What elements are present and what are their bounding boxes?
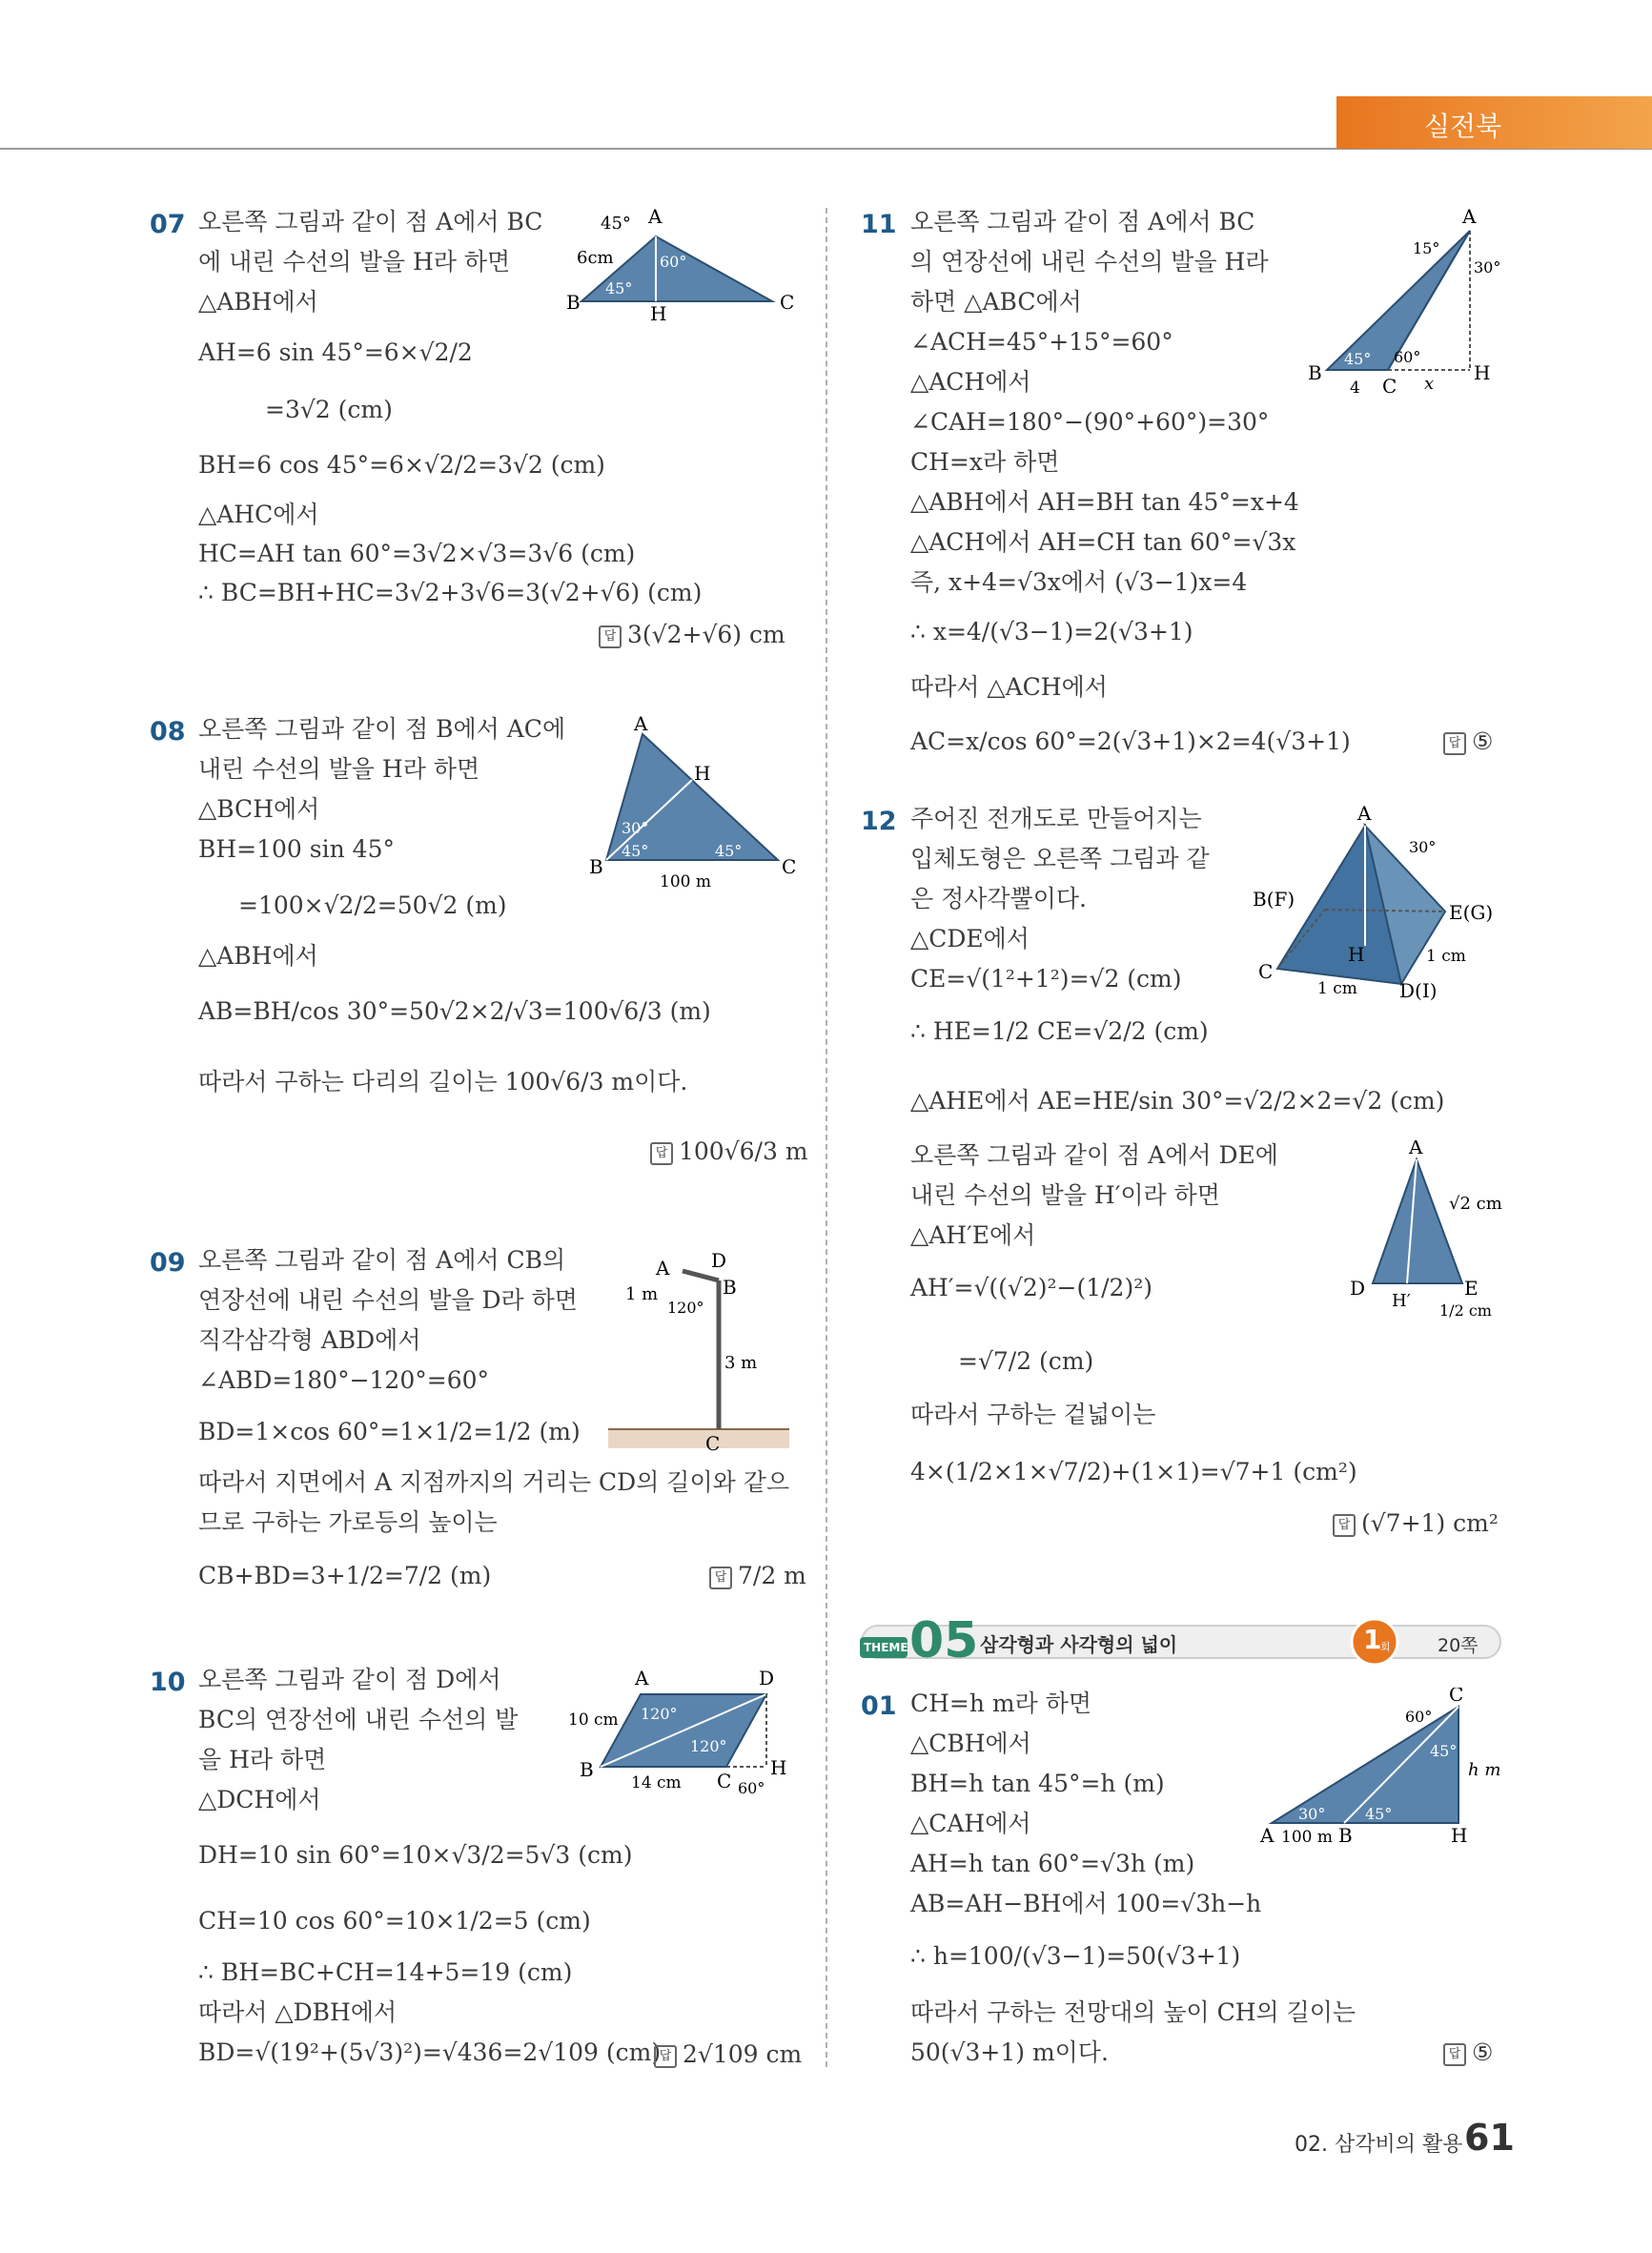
problem-11-line: △ABH에서 AH=BH tan 45°=x+4 <box>910 488 1299 516</box>
fig12-label: H <box>1348 943 1365 966</box>
problem-07-line: HC=AH tan 60°=3√2×√3=3√6 (cm) <box>198 540 636 567</box>
fig07-label: C <box>780 291 795 314</box>
theme-problem-01-line: BH=h tan 45°=h (m) <box>910 1770 1165 1797</box>
problem-12-line: 오른쪽 그림과 같이 점 A에서 DE에 <box>910 1141 1278 1169</box>
problem-07-line: ∴ BC=BH+HC=3√2+3√6=3(√2+√6) (cm) <box>198 579 703 606</box>
problem-12-line: 4×(1/2×1×√7/2)+(1×1)=√7+1 (cm²) <box>910 1458 1357 1485</box>
problem-09-line: 오른쪽 그림과 같이 점 A에서 CB의 <box>198 1246 566 1274</box>
problem-09-line: 므로 구하는 가로등의 높이는 <box>198 1508 498 1536</box>
problem-07-line: 오른쪽 그림과 같이 점 A에서 BC <box>198 208 543 236</box>
problem-11-line: △ACH에서 <box>910 368 1031 396</box>
fig01-label: 100 m <box>1281 1828 1333 1847</box>
theme-round-unit: 회 <box>1380 1641 1391 1653</box>
problem-09-number: 09 <box>150 1248 186 1278</box>
problem-12-line: 입체도형은 오른쪽 그림과 같 <box>910 845 1210 872</box>
fig08-label: B <box>589 855 603 878</box>
problem-08-line: =100×√2/2=50√2 (m) <box>238 891 507 919</box>
problem-12-line: 은 정사각뿔이다. <box>910 885 1087 912</box>
problem-08-line: BH=100 sin 45° <box>198 835 395 863</box>
problem-07-number: 07 <box>150 210 186 239</box>
fig12-label: 30° <box>1409 838 1437 856</box>
problem-10-line: BD=√(19²+(5√3)²)=√436=2√109 (cm) <box>198 2038 662 2066</box>
fig11-label: 15° <box>1413 239 1440 257</box>
problem-12-line: AH′=√((√2)²−(1/2)²) <box>910 1274 1152 1301</box>
fig07-label: 6cm <box>577 248 614 268</box>
theme-problem-01-line: ∴ h=100/(√3−1)=50(√3+1) <box>910 1942 1241 1970</box>
fig12-face-label: 1/2 cm <box>1439 1301 1492 1320</box>
problem-12-answer: 답 (√7+1) cm² <box>1333 1509 1499 1537</box>
problem-07-answer: 답 3(√2+√6) cm <box>599 621 785 648</box>
fig01-label: h m <box>1468 1760 1501 1780</box>
problem-07-line: 에 내린 수선의 발을 H라 하면 <box>198 248 511 276</box>
fig10-label: 120° <box>690 1737 727 1755</box>
problem-08-line: 따라서 구하는 다리의 길이는 100√6/3 m이다. <box>198 1068 688 1096</box>
problem-08-line: 오른쪽 그림과 같이 점 B에서 AC에 <box>198 715 566 743</box>
problem-10-line: △DCH에서 <box>198 1786 321 1813</box>
fig10-label: 120° <box>641 1705 678 1723</box>
problem-10-number: 10 <box>150 1668 186 1697</box>
problem-12-line: 따라서 구하는 겉넓이는 <box>910 1401 1156 1428</box>
fig09-label: A <box>656 1257 670 1280</box>
fig11-label: 45° <box>1344 350 1372 368</box>
problem-12-line: △CDE에서 <box>910 925 1030 952</box>
problem-12-line: CE=√(1²+1²)=√2 (cm) <box>910 965 1182 993</box>
problem-10-line: 을 H라 하면 <box>198 1746 327 1773</box>
header-tab-label: 실전북 <box>1424 111 1502 142</box>
fig11-label: A <box>1462 208 1477 228</box>
fig09-label: 3 m <box>724 1353 758 1373</box>
fig08-label: 100 m <box>660 872 711 891</box>
theme-problem-01-figure <box>1256 1688 1504 1850</box>
problem-07-figure <box>562 208 810 322</box>
problem-08-line: △ABH에서 <box>198 942 318 970</box>
problem-09-line: 직각삼각형 ABD에서 <box>198 1326 421 1354</box>
theme-problem-01-line: △CAH에서 <box>910 1810 1031 1837</box>
problem-10-line: DH=10 sin 60°=10×√3/2=5√3 (cm) <box>198 1841 633 1869</box>
problem-09-figure <box>606 1246 791 1456</box>
problem-10-figure <box>568 1666 806 1799</box>
page-number: 61 <box>1464 2117 1515 2159</box>
fig07-label: 60° <box>660 253 687 271</box>
problem-12-number: 12 <box>861 807 897 836</box>
problem-08-answer: 답 100√6/3 m <box>650 1137 808 1165</box>
problem-07-line: △AHC에서 <box>198 501 319 528</box>
problem-09-line: CB+BD=3+1/2=7/2 (m) <box>198 1562 492 1589</box>
problem-10-line: 따라서 △DBH에서 <box>198 1998 398 2026</box>
fig10-label: D <box>759 1667 775 1690</box>
problem-09-line: 따라서 지면에서 A 지점까지의 거리는 CD의 길이와 같으 <box>198 1468 790 1496</box>
problem-12-face-figure <box>1344 1140 1516 1331</box>
fig01-label: 30° <box>1298 1805 1326 1823</box>
theme-problem-01-answer: 답 ⑤ <box>1443 2038 1493 2066</box>
problem-09-answer: 답 7/2 m <box>709 1562 806 1589</box>
problem-12-line: 내린 수선의 발을 H′이라 하면 <box>910 1181 1220 1209</box>
fig11-label: x <box>1424 374 1435 394</box>
fig01-label: C <box>1449 1688 1464 1706</box>
theme-number: 05 <box>909 1612 979 1669</box>
fig12-label: 1 cm <box>1426 947 1466 966</box>
theme-problem-01-number: 01 <box>861 1691 897 1721</box>
problem-10-line: 오른쪽 그림과 같이 점 D에서 <box>198 1666 501 1693</box>
problem-11-line: ∠ACH=45°+15°=60° <box>910 328 1173 356</box>
fig10-label: C <box>717 1770 732 1792</box>
problem-11-line: 오른쪽 그림과 같이 점 A에서 BC <box>910 208 1255 236</box>
fig07-label: 45° <box>605 279 633 297</box>
problem-08-line: △BCH에서 <box>198 795 320 823</box>
fig11-label: C <box>1382 375 1397 398</box>
problem-12-line: △AHE에서 AE=HE/sin 30°=√2/2×2=√2 (cm) <box>910 1087 1445 1115</box>
problem-10-line: ∴ BH=BC+CH=14+5=19 (cm) <box>198 1958 573 1986</box>
fig07-label: A <box>648 208 663 228</box>
theme-title: 삼각형과 사각형의 넓이 <box>980 1633 1178 1656</box>
fig08-label: H <box>694 762 711 785</box>
problem-11-line: 즉, x+4=√3x에서 (√3−1)x=4 <box>910 568 1248 596</box>
problem-11-line: AC=x/cos 60°=2(√3+1)×2=4(√3+1) <box>910 727 1351 755</box>
theme-problem-01-line: △CBH에서 <box>910 1730 1031 1757</box>
theme-page: 20쪽 <box>1438 1635 1479 1656</box>
fig10-label: 10 cm <box>568 1710 619 1730</box>
column-divider <box>826 208 827 2067</box>
fig10-label: H <box>770 1756 787 1779</box>
problem-12-line: △AH′E에서 <box>910 1221 1036 1249</box>
fig01-label: A <box>1260 1824 1275 1847</box>
fig11-label: B <box>1308 361 1322 384</box>
problem-07-line: AH=6 sin 45°=6×√2/2 <box>198 338 473 366</box>
fig01-label: 45° <box>1365 1805 1393 1823</box>
fig01-label: 45° <box>1430 1742 1458 1760</box>
fig01-label: B <box>1338 1824 1353 1847</box>
fig12-label: B(F) <box>1253 888 1295 911</box>
fig09-label: 120° <box>667 1299 704 1317</box>
fig01-label: 60° <box>1405 1708 1433 1726</box>
problem-10-answer: 답 2√109 cm <box>654 2040 802 2068</box>
problem-07-line: =3√2 (cm) <box>265 396 393 423</box>
problem-08-number: 08 <box>150 717 186 747</box>
fig12-face-label: E <box>1464 1277 1479 1300</box>
fig09-label: 1 m <box>625 1284 659 1304</box>
problem-12-line: ∴ HE=1/2 CE=√2/2 (cm) <box>910 1017 1209 1045</box>
problem-09-line: 연장선에 내린 수선의 발을 D라 하면 <box>198 1286 578 1314</box>
footer-chapter: 02. 삼각비의 활용 <box>1295 2133 1463 2157</box>
problem-11-line: 따라서 △ACH에서 <box>910 673 1108 701</box>
header-tab <box>1336 96 1652 149</box>
fig08-label: A <box>634 715 648 735</box>
fig10-label: 14 cm <box>631 1773 682 1792</box>
problem-11-answer: 답 ⑤ <box>1443 727 1493 755</box>
fig12-label: C <box>1258 960 1274 983</box>
fig11-label: 60° <box>1394 348 1421 366</box>
fig12-face-label: H′ <box>1392 1291 1411 1311</box>
theme-problem-01-line: CH=h m라 하면 <box>910 1690 1092 1717</box>
fig11-label: 4 <box>1350 379 1360 398</box>
fig12-label: E(G) <box>1449 901 1494 924</box>
problem-11-number: 11 <box>861 210 897 239</box>
fig12-face-label: √2 cm <box>1449 1194 1502 1214</box>
theme-bar <box>860 1612 1504 1669</box>
problem-12-line: 주어진 전개도로 만들어지는 <box>910 805 1202 832</box>
fig08-label: 30° <box>622 819 649 837</box>
problem-08-line: AB=BH/cos 30°=50√2×2/√3=100√6/3 (m) <box>198 997 711 1025</box>
problem-09-line: ∠ABD=180°−120°=60° <box>198 1366 490 1394</box>
fig10-label: A <box>635 1667 649 1690</box>
problem-12-pyramid-figure <box>1249 803 1516 1003</box>
fig09-label: B <box>723 1276 737 1299</box>
theme-label: THEME <box>864 1641 908 1654</box>
fig07-label: B <box>566 291 581 314</box>
fig12-face-label: A <box>1409 1140 1423 1158</box>
fig08-label: 45° <box>622 842 649 860</box>
fig10-label: B <box>580 1758 594 1781</box>
problem-10-line: BC의 연장선에 내린 수선의 발 <box>198 1706 519 1733</box>
fig12-label: D(I) <box>1399 979 1438 1002</box>
problem-10-line: CH=10 cos 60°=10×1/2=5 (cm) <box>198 1907 591 1935</box>
problem-09-line: BD=1×cos 60°=1×1/2=1/2 (m) <box>198 1418 581 1445</box>
fig11-label: H <box>1474 361 1491 384</box>
theme-problem-01-line: AH=h tan 60°=√3h (m) <box>910 1850 1195 1877</box>
theme-round: 1 <box>1363 1624 1382 1655</box>
problem-11-line: ∠CAH=180°−(90°+60°)=30° <box>910 408 1270 436</box>
problem-08-figure <box>581 715 801 896</box>
problem-07-line: △ABH에서 <box>198 288 318 316</box>
problem-11-line: 하면 △ABC에서 <box>910 288 1082 316</box>
fig12-face-label: D <box>1350 1277 1366 1300</box>
fig07-label: H <box>650 302 667 322</box>
theme-problem-01-line: 따라서 구하는 전망대의 높이 CH의 길이는 <box>910 1998 1356 2026</box>
problem-08-line: 내린 수선의 발을 H라 하면 <box>198 755 480 783</box>
theme-problem-01-line: 50(√3+1) m이다. <box>910 2038 1109 2066</box>
problem-12-line: =√7/2 (cm) <box>958 1347 1094 1375</box>
fig08-label: 45° <box>715 842 743 860</box>
fig07-label: 45° <box>601 214 631 234</box>
fig12-label: A <box>1357 803 1372 825</box>
problem-11-line: ∴ x=4/(√3−1)=2(√3+1) <box>910 618 1193 645</box>
fig12-label: 1 cm <box>1317 979 1357 998</box>
fig09-label: C <box>705 1432 721 1455</box>
problem-07-line: BH=6 cos 45°=6×√2/2=3√2 (cm) <box>198 451 605 479</box>
theme-problem-01-line: AB=AH−BH에서 100=√3h−h <box>910 1890 1262 1917</box>
fig10-label: 60° <box>738 1779 765 1797</box>
fig11-label: 30° <box>1474 258 1501 277</box>
problem-11-line: CH=x라 하면 <box>910 448 1060 476</box>
fig09-label: D <box>711 1249 727 1272</box>
problem-11-line: △ACH에서 AH=CH tan 60°=√3x <box>910 528 1296 556</box>
fig08-label: C <box>782 855 797 878</box>
fig01-label: H <box>1451 1824 1468 1847</box>
problem-11-figure <box>1306 208 1516 399</box>
problem-11-line: 의 연장선에 내린 수선의 발을 H라 <box>910 248 1269 276</box>
